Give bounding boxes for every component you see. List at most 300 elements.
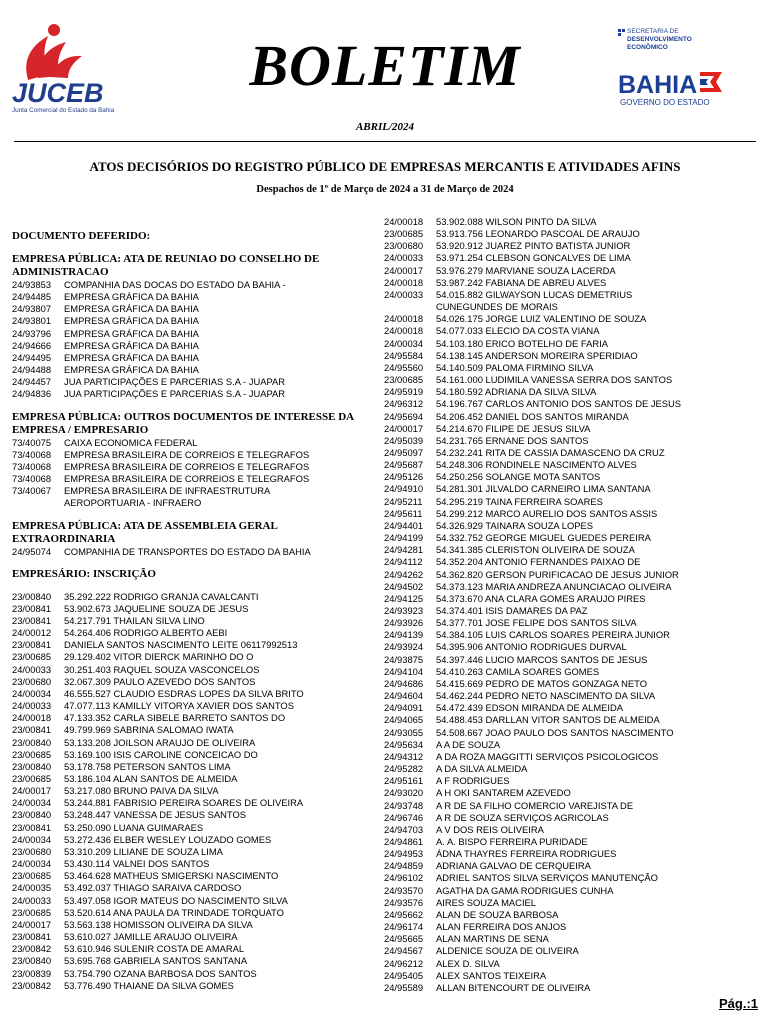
list-item <box>384 240 760 252</box>
list-item <box>12 846 382 858</box>
entry-text: 54.299.212 MARCO AURELIO DOS SANTOS ASSIS <box>436 507 658 519</box>
protocol-number: 24/94859 <box>384 860 424 872</box>
entry-text: 54.196.767 CARLOS ANTONIO DOS SANTOS DE JESUS <box>436 398 682 410</box>
entry-text: 54.248.306 RONDINELE NASCIMENTO ALVES <box>436 459 637 471</box>
list-item <box>12 291 382 303</box>
list-item <box>12 651 382 663</box>
entry-text: DANIELA SANTOS NASCIMENTO LEITE 06117992513 <box>64 639 298 651</box>
protocol-number: 24/96746 <box>384 811 424 823</box>
protocol-number: 23/00685 <box>12 870 52 882</box>
list-item <box>384 970 760 982</box>
entry-text: 54.374.401 ISIS DAMARES DA PAZ <box>436 605 588 616</box>
entry-text: ALEX SANTOS TEIXEIRA <box>436 969 547 981</box>
section-list-conselho <box>12 279 382 401</box>
protocol-number: 24/93853 <box>12 279 52 290</box>
list-item <box>12 473 382 485</box>
list-item <box>12 870 382 882</box>
protocol-number: 24/00012 <box>12 627 52 639</box>
protocol-number: 24/94104 <box>384 665 424 677</box>
list-item <box>12 591 382 603</box>
list-item <box>12 303 382 315</box>
entry-text: 54.217.791 THAILAN SILVA LINO <box>64 614 205 626</box>
entry-text: 30.251.403 RAQUEL SOUZA VASCONCELOS <box>64 663 260 675</box>
section-list-outros-documentos <box>12 437 382 498</box>
list-item <box>384 958 760 970</box>
list-item <box>384 544 760 556</box>
entry-text: 53.754.790 OZANA BARBOSA DOS SANTOS <box>64 967 257 979</box>
entry-text: 47.133.352 CARLA SIBELE BARRETO SANTOS DO <box>64 712 286 724</box>
entry-text: 53.244.881 FABRISIO PEREIRA SOARES DE OLIVEIRA <box>64 797 304 809</box>
list-item <box>384 350 760 362</box>
list-item <box>384 471 760 483</box>
protocol-number: 73/40068 <box>12 460 52 472</box>
protocol-number: 24/94910 <box>384 483 424 495</box>
protocol-number: 23/00840 <box>12 955 52 967</box>
entry-text: 53.920.912 JUAREZ PINTO BATISTA JUNIOR <box>436 240 631 252</box>
list-item <box>384 569 760 581</box>
list-item <box>12 761 382 773</box>
list-item <box>384 872 760 884</box>
list-item <box>12 809 382 821</box>
protocol-number: 24/95919 <box>384 386 424 398</box>
list-item <box>384 909 760 921</box>
list-item <box>384 447 760 459</box>
entry-text: 53.610.946 SULENIR COSTA DE AMARAL <box>64 943 245 955</box>
protocol-number: 23/00840 <box>12 590 52 602</box>
juceb-subtitle: Junta Comercial do Estado da Bahia <box>12 107 115 114</box>
entry-text: 47.077.113 KAMILLY VITORYA XAVIER DOS SANTOS <box>64 700 294 712</box>
secretaria-line1: SECRETARIA DE <box>627 28 679 35</box>
list-item <box>12 376 382 388</box>
entry-text: 54.488.453 DARLLAN VITOR SANTOS DE ALMEIDA <box>436 714 660 726</box>
list-item <box>384 374 760 386</box>
list-item <box>384 654 760 666</box>
protocol-number: 24/95694 <box>384 410 424 422</box>
entry-text: CAIXA ECONOMICA FEDERAL <box>64 436 198 448</box>
list-item <box>384 520 760 532</box>
list-item <box>384 739 760 751</box>
entry-text: 49.799.969 SABRINA SALOMAO IWATA <box>64 724 234 736</box>
entry-text: 54.231.765 ERNANE DOS SANTOS <box>436 434 589 446</box>
protocol-number: 23/00680 <box>12 845 52 857</box>
protocol-number: 24/95282 <box>384 763 424 775</box>
protocol-number: 24/95589 <box>384 981 424 993</box>
entry-text: 54.295.219 TAINA FERREIRA SOARES <box>436 495 603 507</box>
protocol-number: 24/00018 <box>12 712 52 724</box>
list-item <box>384 812 760 824</box>
document-deferred-heading: DOCUMENTO DEFERIDO: <box>12 230 151 242</box>
list-item <box>12 785 382 797</box>
protocol-number: 24/94861 <box>384 835 424 847</box>
entry-text: 54.373.670 ANA CLARA GOMES ARAUJO PIRES <box>436 592 646 604</box>
protocol-number: 24/94139 <box>384 629 424 641</box>
entry-text: EMPRESA BRASILEIRA DE INFRAESTRUTURA <box>64 485 271 497</box>
protocol-number: 24/94091 <box>384 702 424 714</box>
list-item <box>384 690 760 702</box>
entry-text: 54.332.752 GEORGE MIGUEL GUEDES PEREIRA <box>436 532 651 544</box>
list-item <box>12 882 382 894</box>
list-item <box>12 437 382 449</box>
entry-text: 54.508.667 JOAO PAULO DOS SANTOS NASCIMENTO <box>436 726 674 738</box>
protocol-number: 24/00035 <box>12 882 52 894</box>
entry-text: ALEX D. SILVA <box>436 957 500 969</box>
entry-text: 54.026.175 JORGE LUIZ VALENTINO DE SOUZA <box>436 313 647 325</box>
list-item <box>384 313 760 325</box>
list-item <box>384 666 760 678</box>
list-item <box>384 435 760 447</box>
entry-text: 54.232.241 RITA DE CASSIA DAMASCENO DA CRUZ <box>436 446 665 458</box>
entry-text: COMPANHIA DE TRANSPORTES DO ESTADO DA BAHIA <box>64 545 311 557</box>
entry-text: EMPRESA BRASILEIRA DE CORREIOS E TELEGRAFOS <box>64 448 310 460</box>
entry-text: 54.397.446 LUCIO MARCOS SANTOS DE JESUS <box>436 653 648 665</box>
protocol-number: 24/95161 <box>384 775 424 787</box>
protocol-number: 24/95687 <box>384 459 424 471</box>
list-item <box>384 277 760 289</box>
entry-text: EMPRESA GRÁFICA DA BAHIA <box>64 327 199 339</box>
section-heading-assembleia: EMPRESA PÚBLICA: ATA DE ASSEMBLEIA GERAL EXTRAORDINARIA <box>12 519 278 545</box>
entry-text: 54.015.882 GILWAYSON LUCAS DEMETRIUS <box>436 288 633 300</box>
protocol-number: 24/00033 <box>12 663 52 675</box>
section-list-empresario-inscricao <box>12 591 382 992</box>
protocol-number: 24/94485 <box>12 291 52 303</box>
list-item <box>384 775 760 787</box>
header-divider <box>14 141 756 142</box>
protocol-number: 24/00017 <box>12 785 52 797</box>
protocol-number: 24/93570 <box>384 884 424 896</box>
entry-text: 53.310.209 LILIANE DE SOUZA LIMA <box>64 845 223 857</box>
entry-text: 53.902.088 WILSON PINTO DA SILVA <box>436 216 597 227</box>
entry-text: 54.377.701 JOSE FELIPE DOS SANTOS SILVA <box>436 617 637 629</box>
list-item <box>384 338 760 350</box>
governo-text: GOVERNO DO ESTADO <box>620 98 710 107</box>
entry-text: A DA SILVA ALMEIDA <box>436 763 528 775</box>
entry-text: 54.214.670 FILIPE DE JESUS SILVA <box>436 422 591 434</box>
list-item <box>12 461 382 473</box>
protocol-number: 24/00033 <box>384 288 424 300</box>
protocol-number: 24/00018 <box>384 325 424 337</box>
entry-text: JUA PARTICIPAÇÕES E PARCERIAS S.A - JUAPAR <box>64 376 286 388</box>
protocol-number: 24/96312 <box>384 398 424 410</box>
entry-text: 32.067.309 PAULO AZEVEDO DOS SANTOS <box>64 675 256 687</box>
protocol-number: 24/94836 <box>12 388 52 400</box>
bahia-text: BAHIA <box>618 71 698 99</box>
entry-text: 53.272.436 ELBER WESLEY LOUZADO GOMES <box>64 833 272 845</box>
list-item <box>12 919 382 931</box>
protocol-number: 24/94065 <box>384 714 424 726</box>
protocol-number: 24/94125 <box>384 592 424 604</box>
protocol-number: 24/95634 <box>384 738 424 750</box>
protocol-number: 23/00841 <box>12 724 52 736</box>
entry-text: EMPRESA BRASILEIRA DE CORREIOS E TELEGRAFOS <box>64 473 310 485</box>
list-item <box>12 364 382 376</box>
entry-text: 54.362.820 GERSON PURIFICACAO DE JESUS JUNIOR <box>436 568 679 580</box>
protocol-number: 24/95560 <box>384 361 424 373</box>
protocol-number: 24/93875 <box>384 653 424 665</box>
list-item <box>12 797 382 809</box>
list-item <box>384 836 760 848</box>
section-heading-empresario-inscricao: EMPRESÁRIO: INSCRIÇÃO <box>12 567 156 580</box>
entry-text: A. A. BISPO FERREIRA PURIDADE <box>436 835 588 847</box>
protocol-number: 24/00034 <box>12 797 52 809</box>
list-item <box>384 629 760 641</box>
protocol-number: 23/00685 <box>12 748 52 760</box>
list-item <box>384 763 760 775</box>
protocol-number: 24/95405 <box>384 969 424 981</box>
list-item <box>384 398 760 410</box>
list-item <box>12 603 382 615</box>
entry-text: COMPANHIA DAS DOCAS DO ESTADO DA BAHIA - <box>64 279 286 290</box>
protocol-number: 24/94686 <box>384 677 424 689</box>
entry-text: 54.326.929 TAINARA SOUZA LOPES <box>436 519 594 531</box>
entry-text: 53.430.114 VALNEI DOS SANTOS <box>64 858 210 870</box>
list-item <box>12 980 382 992</box>
list-item <box>384 885 760 897</box>
list-item <box>12 822 382 834</box>
list-item <box>384 605 760 617</box>
protocol-number: 24/95097 <box>384 446 424 458</box>
list-item-continuation: AEROPORTUARIA - INFRAERO <box>64 497 202 509</box>
entry-text: A R DE SA FILHO COMERCIO VAREJISTA DE <box>436 799 634 811</box>
protocol-number: 24/96174 <box>384 921 424 933</box>
entry-text: 53.695.768 GABRIELA SANTOS SANTANA <box>64 955 248 967</box>
protocol-number: 24/00017 <box>12 918 52 930</box>
list-item <box>12 724 382 736</box>
protocol-number: 23/00680 <box>12 675 52 687</box>
juceb-logo-text: JUCEB <box>12 78 104 108</box>
entry-text: 53.971.254 CLEBSON GONCALVES DE LIMA <box>436 252 631 264</box>
entry-text: 53.464.628 MATHEUS SMIGERSKI NASCIMENTO <box>64 870 279 882</box>
list-item <box>12 749 382 761</box>
protocol-number: 23/00841 <box>12 821 52 833</box>
entry-text: ALLAN BITENCOURT DE OLIVEIRA <box>436 981 591 993</box>
protocol-number: 24/93924 <box>384 641 424 653</box>
list-item <box>12 712 382 724</box>
entry-text: 46.555.527 CLAUDIO ESDRAS LOPES DA SILVA BRITO <box>64 687 304 699</box>
entry-text: ÁDNA THAYRES FERREIRA RODRIGUES <box>436 848 617 860</box>
list-item <box>384 727 760 739</box>
entry-text: 53.976.279 MARVIANE SOUZA LACERDA <box>436 264 616 276</box>
entry-text: EMPRESA GRÁFICA DA BAHIA <box>64 339 199 351</box>
protocol-number: 24/93748 <box>384 799 424 811</box>
list-item <box>384 362 760 374</box>
protocol-number: 23/00841 <box>12 602 52 614</box>
entry-text: 53.563.138 HOMISSON OLIVEIRA DA SILVA <box>64 918 253 930</box>
protocol-number: 24/00034 <box>12 833 52 845</box>
left-column <box>12 216 382 992</box>
protocol-number: 24/94199 <box>384 532 424 544</box>
protocol-number: 24/95584 <box>384 349 424 361</box>
list-item <box>384 824 760 836</box>
protocol-number: 24/95126 <box>384 471 424 483</box>
inscricao-list-continued-a <box>384 216 760 301</box>
protocol-number: 24/93576 <box>384 896 424 908</box>
entry-text: 54.180.592 ADRIANA DA SILVA SILVA <box>436 386 597 398</box>
entry-text: ALAN MARTINS DE SENA <box>436 933 549 945</box>
protocol-number: 24/94281 <box>384 544 424 556</box>
list-item <box>384 945 760 957</box>
list-item <box>384 228 760 240</box>
protocol-number: 24/00033 <box>384 252 424 264</box>
entry-text: A DA ROZA MAGGITTI SERVIÇOS PSICOLOGICOS <box>436 750 659 762</box>
entry-text: EMPRESA GRÁFICA DA BAHIA <box>64 291 199 303</box>
protocol-number: 24/00018 <box>384 313 424 325</box>
entry-text: EMPRESA GRÁFICA DA BAHIA <box>64 303 199 315</box>
entry-text: EMPRESA GRÁFICA DA BAHIA <box>64 315 199 327</box>
list-item <box>12 834 382 846</box>
protocol-number: 73/40068 <box>12 473 52 485</box>
section-heading-outros-documentos: EMPRESA PÚBLICA: OUTROS DOCUMENTOS DE INTERESSE DA EMPRESA / EMPRESARIO <box>12 410 354 436</box>
entry-text: A H OKI SANTAREM AZEVEDO <box>436 787 571 799</box>
list-item <box>12 546 382 558</box>
protocol-number: 24/93801 <box>12 315 52 327</box>
protocol-number: 23/00685 <box>384 374 424 386</box>
protocol-number: 23/00685 <box>12 651 52 663</box>
protocol-number: 24/94488 <box>12 364 52 376</box>
list-item <box>12 352 382 364</box>
protocol-number: 24/94457 <box>12 376 52 388</box>
entry-text: 54.384.105 LUIS CARLOS SOARES PEREIRA JUNIOR <box>436 629 670 641</box>
list-item <box>384 459 760 471</box>
list-item <box>384 483 760 495</box>
list-item <box>384 860 760 872</box>
protocol-number: 24/93807 <box>12 303 52 315</box>
secretaria-line3: ECONÔMICO <box>627 44 668 51</box>
protocol-number: 24/94604 <box>384 690 424 702</box>
protocol-number: 24/93055 <box>384 726 424 738</box>
protocol-number: 23/00840 <box>12 736 52 748</box>
entry-text: 54.472.439 EDSON MIRANDA DE ALMEIDA <box>436 702 624 714</box>
entry-text: AIRES SOUZA MACIEL <box>436 896 537 908</box>
entry-text: 53.913.756 LEONARDO PASCOAL DE ARAUJO <box>436 228 640 240</box>
protocol-number: 23/00840 <box>12 809 52 821</box>
list-item <box>384 532 760 544</box>
list-item <box>12 388 382 400</box>
list-item <box>384 423 760 435</box>
entry-text: 53.987.242 FABIANA DE ABREU ALVES <box>436 276 607 288</box>
entry-text: ALAN FERREIRA DOS ANJOS <box>436 921 567 933</box>
bahia-government-logo <box>618 26 728 108</box>
edition-label: ABRIL/2024 <box>355 121 415 133</box>
protocol-number: 23/00839 <box>12 967 52 979</box>
list-item <box>384 581 760 593</box>
list-item <box>12 615 382 627</box>
entry-text: 53.610.027 JAMILLE ARAUJO OLIVEIRA <box>64 931 238 943</box>
entry-text: JUA PARTICIPAÇÕES E PARCERIAS S.A - JUAPAR <box>64 388 286 400</box>
protocol-number: 24/94666 <box>12 339 52 351</box>
protocol-number: 24/95211 <box>384 495 423 507</box>
list-item <box>384 921 760 933</box>
section-list-assembleia <box>12 546 382 558</box>
entry-text: A V DOS REIS OLIVEIRA <box>436 823 544 835</box>
entry-text: ALAN DE SOUZA BARBOSA <box>436 908 559 920</box>
entry-text: 54.341.385 CLERISTON OLIVEIRA DE SOUZA <box>436 544 635 556</box>
entry-text: 53.497.058 IGOR MATEUS DO NASCIMENTO SILVA <box>64 894 288 906</box>
entry-text: 53.248.447 VANESSA DE JESUS SANTOS <box>64 809 247 821</box>
list-item <box>12 955 382 967</box>
entry-text: A A DE SOUZA <box>436 738 501 750</box>
protocol-number: 24/94567 <box>384 945 424 957</box>
entry-text: 53.520.614 ANA PAULA DA TRINDADE TORQUATO <box>64 906 284 918</box>
entry-text: 54.352.204 ANTONIO FERNANDES PAIXAO DE <box>436 556 641 568</box>
list-item <box>12 328 382 340</box>
protocol-number: 24/00018 <box>384 276 424 288</box>
list-item <box>384 751 760 763</box>
list-item <box>12 639 382 651</box>
protocol-number: 24/95074 <box>12 545 52 557</box>
date-range-heading: Despachos de 1º de Março de 2024 a 31 de Março de 2024 <box>256 184 514 195</box>
list-item <box>384 216 760 228</box>
protocol-number: 24/94502 <box>384 580 424 592</box>
list-item <box>384 678 760 690</box>
protocol-number: 23/00840 <box>12 760 52 772</box>
list-item <box>384 617 760 629</box>
protocol-number: 23/00685 <box>12 773 52 784</box>
entry-text: ADRIANA GALVAO DE CERQUEIRA <box>436 860 591 872</box>
list-item <box>12 664 382 676</box>
entry-text: 54.103.180 ERICO BOTELHO DE FARIA <box>436 337 608 349</box>
list-item <box>12 700 382 712</box>
entry-text: 53.492.037 THIAGO SARAIVA CARDOSO <box>64 882 242 894</box>
list-item <box>384 641 760 653</box>
list-item <box>384 897 760 909</box>
entry-text: 54.281.301 JILVALDO CARNEIRO LIMA SANTANA <box>436 483 651 495</box>
entry-text: 54.264.406 RODRIGO ALBERTO AEBI <box>64 627 228 639</box>
entry-text: EMPRESA BRASILEIRA DE CORREIOS E TELEGRAFOS <box>64 460 310 472</box>
list-item <box>12 315 382 327</box>
list-item <box>12 943 382 955</box>
entry-text: ADRIEL SANTOS SILVA SERVIÇOS MANUTENÇÃO <box>436 872 658 884</box>
entry-text: 54.250.256 SOLANGE MOTA SANTOS <box>436 471 601 483</box>
list-item <box>12 627 382 639</box>
protocol-number: 24/94112 <box>384 556 423 568</box>
protocol-number: 24/95662 <box>384 908 424 920</box>
list-item <box>384 982 760 994</box>
inscricao-list-continued-b <box>384 313 760 994</box>
protocol-number: 23/00842 <box>12 979 52 991</box>
right-column <box>384 216 760 994</box>
entry-text: 53.178.758 PETERSON SANTOS LIMA <box>64 760 231 772</box>
list-item <box>12 907 382 919</box>
entry-text: 54.077.033 ELECIO DA COSTA VIANA <box>436 325 600 337</box>
entry-text: 54.138.145 ANDERSON MOREIRA SPERIDIAO <box>436 349 638 361</box>
protocol-number: 24/93926 <box>384 617 424 629</box>
protocol-number: 24/94953 <box>384 848 424 860</box>
protocol-number: 24/93020 <box>384 787 424 799</box>
entry-text: 53.169.100 ISIS CAROLINE CONCEICAO DO <box>64 748 258 760</box>
protocol-number: 24/93796 <box>12 327 52 339</box>
list-item <box>384 508 760 520</box>
protocol-number: 23/00842 <box>12 943 52 955</box>
list-item <box>384 556 760 568</box>
protocol-number: 24/00017 <box>384 264 424 276</box>
entry-text: AGATHA DA GAMA RODRIGUES CUNHA <box>436 884 614 896</box>
protocol-number: 23/00841 <box>12 931 52 943</box>
list-item <box>12 688 382 700</box>
entry-text: EMPRESA GRÁFICA DA BAHIA <box>64 351 199 363</box>
list-item <box>12 676 382 688</box>
protocol-number: 24/94703 <box>384 823 424 835</box>
entry-text: 53.133.208 JOILSON ARAUJO DE OLIVEIRA <box>64 736 256 748</box>
list-item <box>12 968 382 980</box>
entry-text: 53.776.490 THAIANE DA SILVA GOMES <box>64 979 234 991</box>
list-item <box>12 773 382 785</box>
entry-text: 54.373.123 MARIA ANDREZA ANUNCIACAO OLIVEIRA <box>436 580 672 592</box>
list-item <box>384 702 760 714</box>
entry-text: 54.161.000 LUDIMILA VANESSA SERRA DOS SANTOS <box>436 374 673 386</box>
entry-text: EMPRESA GRÁFICA DA BAHIA <box>64 364 199 376</box>
protocol-number: 73/40067 <box>12 485 52 497</box>
page-number: Pág.:1 <box>718 996 758 1011</box>
